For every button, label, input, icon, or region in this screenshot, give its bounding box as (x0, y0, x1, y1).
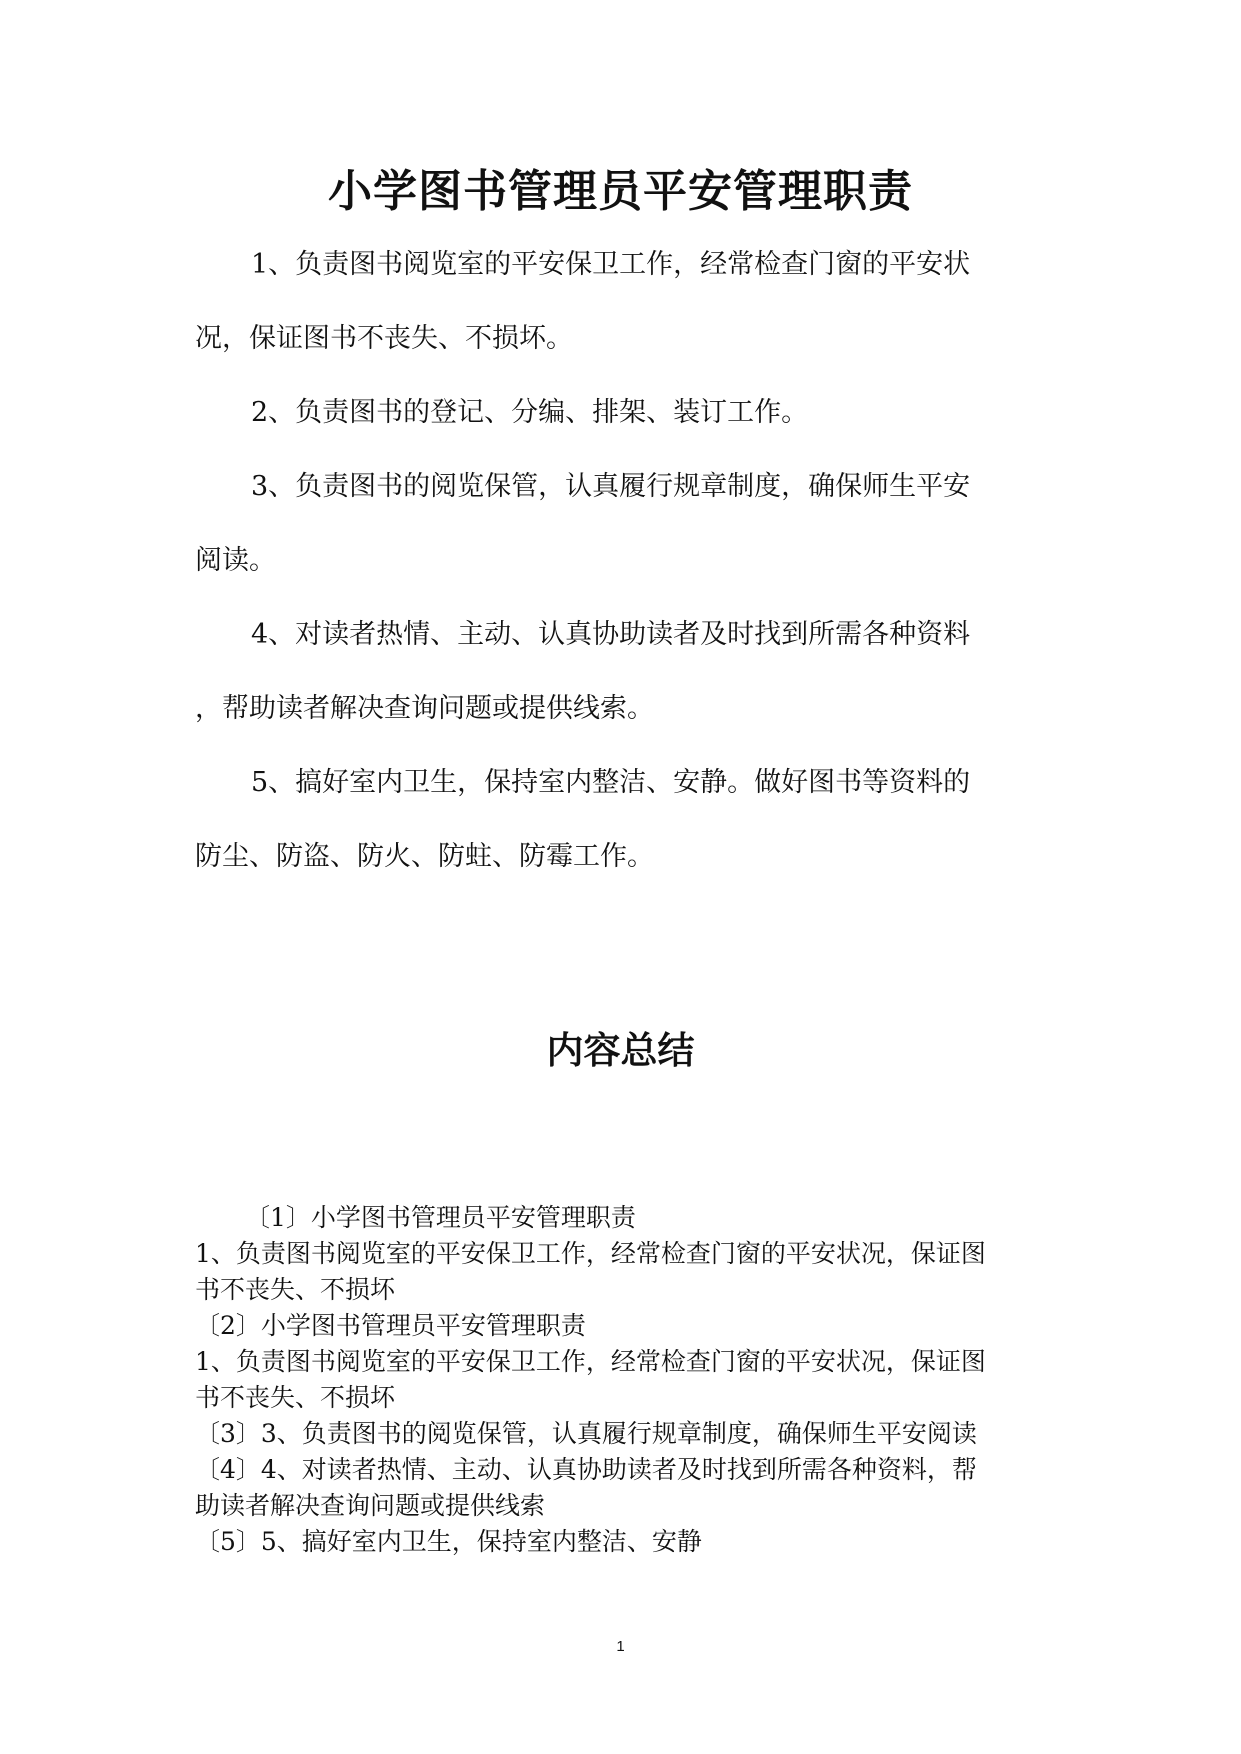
paragraph-line: 5、搞好室内卫生，保持室内整洁、安静。做好图书等资料的 (251, 767, 971, 798)
paragraph-line: 防尘、防盗、防火、防蛀、防霉工作。 (195, 841, 654, 872)
paragraph-4 (195, 598, 1035, 746)
summary-line: 助读者解决查询问题或提供线索 (195, 1491, 546, 1520)
summary-line: 〔2〕小学图书管理员平安管理职责 (195, 1311, 586, 1340)
paragraph-5 (195, 746, 1035, 894)
summary-line: 1、负责图书阅览室的平安保卫工作，经常检查门窗的平安状况，保证图 (195, 1239, 986, 1268)
paragraph-line: 4、对读者热情、主动、认真协助读者及时找到所需各种资料 (251, 619, 971, 650)
page-number: 1 (616, 1638, 625, 1655)
paragraph-line: 2、负责图书的登记、分编、排架、装订工作。 (251, 397, 809, 428)
summary-line: 〔1〕小学图书管理员平安管理职责 (245, 1203, 636, 1232)
summary-body (195, 1200, 1075, 1560)
paragraph-line: 阅读。 (195, 545, 276, 576)
summary-line: 〔3〕3、负责图书的阅览保管，认真履行规章制度，确保师生平安阅读 (195, 1419, 977, 1448)
summary-line: 〔5〕5、搞好室内卫生，保持室内整洁、安静 (195, 1527, 702, 1556)
paragraph-2 (195, 376, 1035, 450)
paragraph-line: 况，保证图书不丧失、不损坏。 (195, 323, 573, 354)
paragraph-1 (195, 228, 1035, 376)
document-title: 小学图书管理员平安管理职责 (328, 166, 913, 217)
summary-line: 1、负责图书阅览室的平安保卫工作，经常检查门窗的平安状况，保证图 (195, 1347, 986, 1376)
summary-title: 内容总结 (546, 1028, 695, 1072)
summary-line: 〔4〕4、对读者热情、主动、认真协助读者及时找到所需各种资料，帮 (195, 1455, 977, 1484)
paragraph-line: 3、负责图书的阅览保管，认真履行规章制度，确保师生平安 (251, 471, 971, 502)
paragraph-3 (195, 450, 1035, 598)
paragraph-line: 1、负责图书阅览室的平安保卫工作，经常检查门窗的平安状 (251, 249, 971, 280)
summary-line: 书不丧失、不损坏 (195, 1383, 396, 1412)
paragraph-line: ，帮助读者解决查询问题或提供线索。 (195, 693, 654, 724)
summary-line: 书不丧失、不损坏 (195, 1275, 396, 1304)
